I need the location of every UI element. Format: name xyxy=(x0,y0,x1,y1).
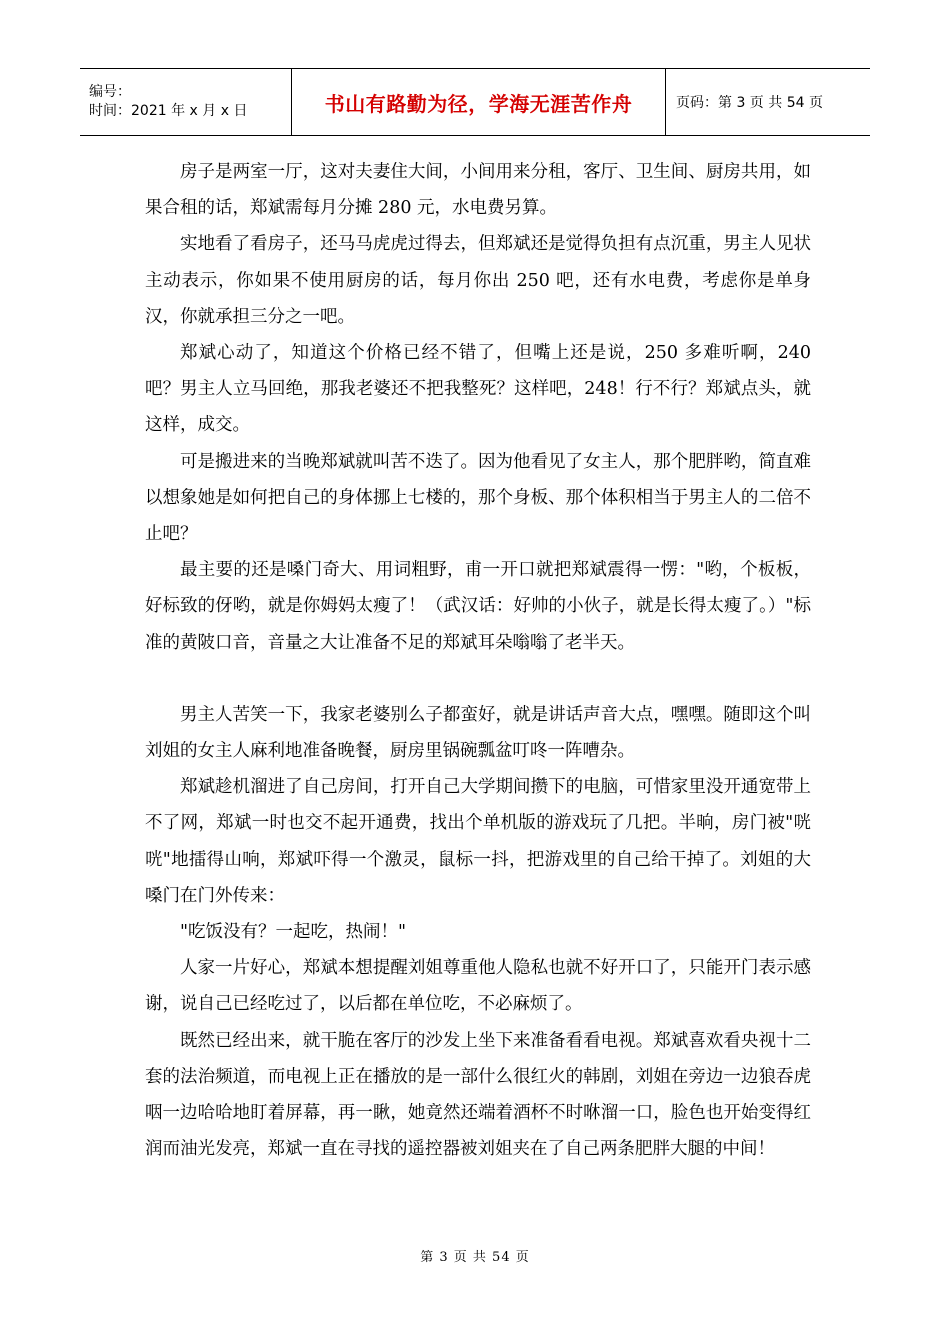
page-footer: 第 3 页 共 54 页 xyxy=(420,1250,530,1265)
paragraph: 最主要的还是嗓门奇大、用词粗野，甫一开口就把郑斌震得一愣："哟，个板板，好标致的伢哟，就是你姆妈太瘦了！（武汉话：好帅的小伙子，就是长得太瘦了。）"标准的黄陂口音，音量之大让准备不足的郑斌耳朵嗡嗡了老半天。 xyxy=(145,560,811,653)
article-body xyxy=(145,154,811,1167)
paragraph: "吃饭没有？一起吃，热闹！" xyxy=(180,922,407,943)
date-line: 时间：2021 年 x 月 x 日 xyxy=(89,103,248,119)
paragraph: 实地看了看房子，还马马虎虎过得去，但郑斌还是觉得负担有点沉重，男主人见状主动表示，你如果不使用厨房的话，每月你出 250 吧，还有水电费，考虑你是单身汉，你就承担三分之一吧。 xyxy=(145,234,811,327)
page-header xyxy=(80,68,870,136)
paragraph: 人家一片好心，郑斌本想提醒刘姐尊重他人隐私也就不好开口了，只能开门表示感谢，说自己已经吃过了，以后都在单位吃，不必麻烦了。 xyxy=(145,958,811,1015)
serial-label: 编号： xyxy=(89,84,131,100)
header-motto: 书山有路勤为径，学海无涯苦作舟 xyxy=(292,69,666,136)
paragraph: 郑斌心动了，知道这个价格已经不错了，但嘴上还是说，250 多难听啊，240 吧？男主人立马回绝，那我老婆还不把我整死？这样吧，248！行不行？郑斌点头，就这样，成交。 xyxy=(145,343,811,436)
paragraph: 可是搬进来的当晚郑斌就叫苦不迭了。因为他看见了女主人，那个肥胖哟，简直难以想象她是如何把自己的身体挪上七楼的，那个身板、那个体积相当于男主人的二倍不止吧？ xyxy=(145,451,811,545)
header-page-info: 页码：第 3 页 共 54 页 xyxy=(676,95,823,111)
paragraph: 既然已经出来，就干脆在客厅的沙发上坐下来准备看看电视。郑斌喜欢看央视十二套的法治频道，而电视上正在播放的是一部什么很红火的韩剧，刘姐在旁边一边狼吞虎咽一边哈哈地盯着屏幕，再一瞅，她竟然还端着酒杯不时咻溜一口，脸色也开始变得红润而油光发亮，郑斌一直在寻找的遥控器被刘姐夹在了自己两条肥胖大腿的中间！ xyxy=(145,1030,811,1160)
paragraph: 房子是两室一厅，这对夫妻住大间，小间用来分租，客厅、卫生间、厨房共用，如果合租的话，郑斌需每月分摊 280 元，水电费另算。 xyxy=(145,162,811,219)
paragraph: 男主人苦笑一下，我家老婆别么子都蛮好，就是讲话声音大点，嘿嘿。随即这个叫刘姐的女主人麻利地准备晚餐，厨房里锅碗瓢盆叮咚一阵嘈杂。 xyxy=(145,704,811,762)
header-meta xyxy=(80,69,292,136)
paragraph: 郑斌趁机溜进了自己房间，打开自己大学期间攒下的电脑，可惜家里没开通宽带上不了网，郑斌一时也交不起开通费，找出个单机版的游戏玩了几把。半晌，房门被"咣咣"地擂得山响，郑斌吓得一个激灵，鼠标一抖，把游戏里的自己给干掉了。刘姐的大嗓门在门外传来： xyxy=(145,777,811,906)
